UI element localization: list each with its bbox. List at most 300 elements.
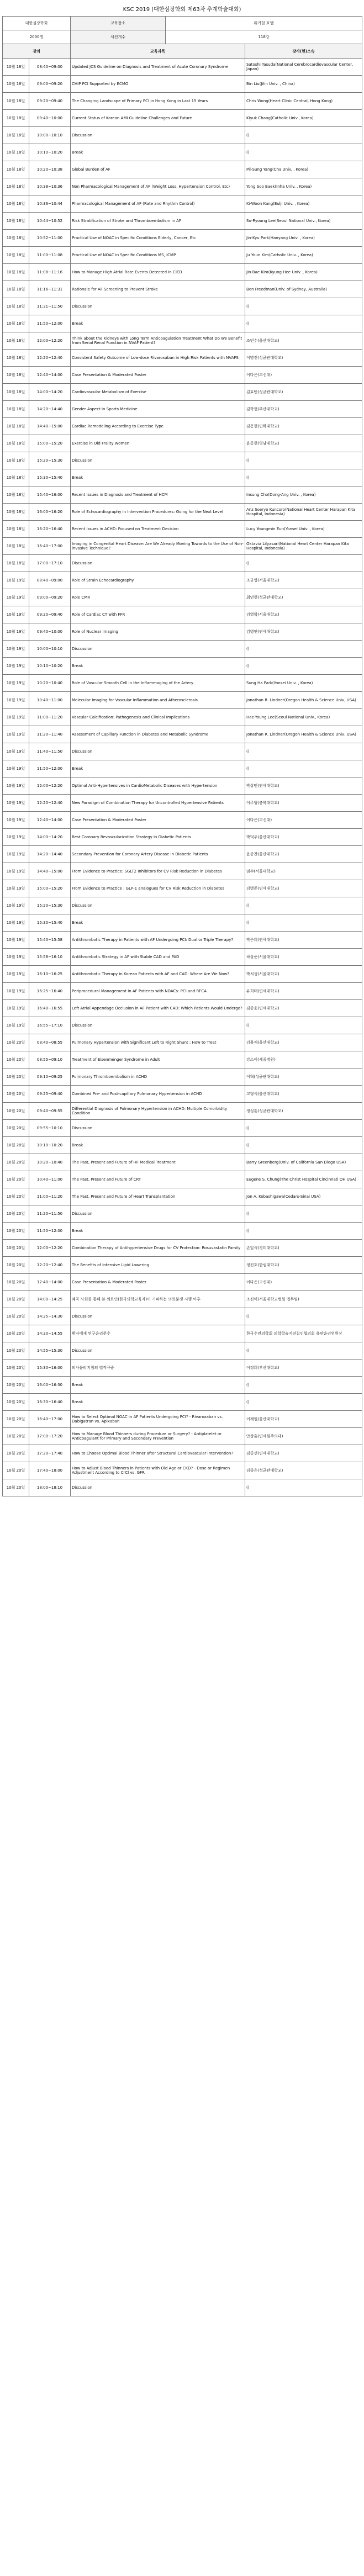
session-lecturer: 박치성(서울대학교) <box>245 966 362 983</box>
session-subject: Break <box>71 1137 245 1154</box>
table-row <box>3 983 362 1000</box>
table-row <box>3 880 362 897</box>
session-date: 10월 19일 <box>3 795 29 812</box>
schedule-table <box>2 16 362 1496</box>
session-date: 10월 18일 <box>3 315 29 332</box>
table-row <box>3 1240 362 1257</box>
session-time: 10:40~11:00 <box>29 1171 71 1188</box>
session-time: 12:00~12:20 <box>29 1240 71 1257</box>
session-date: 10월 19일 <box>3 675 29 692</box>
session-date: 10월 18일 <box>3 486 29 504</box>
session-lecturer: () <box>245 641 362 658</box>
header-row <box>3 44 362 59</box>
session-date: 10월 19일 <box>3 641 29 658</box>
session-subject: Practical Use of NOAC in Specific Conditions MS, ICMP <box>71 247 245 264</box>
session-time: 15:00~15:20 <box>29 880 71 897</box>
table-row <box>3 555 362 572</box>
table-row <box>3 589 362 606</box>
session-date: 10월 20일 <box>3 1034 29 1051</box>
session-time: 12:40~14:00 <box>29 367 71 384</box>
session-subject: How to Manage Blood Thinners during Procedure or Surgery? - Antiplatelet or Anticoagulant for Primary and Secondary Prevention <box>71 1428 245 1445</box>
session-subject: Discussion <box>71 897 245 914</box>
session-time: 08:40~08:55 <box>29 1034 71 1051</box>
session-date: 10월 20일 <box>3 1445 29 1462</box>
session-subject: Discussion <box>71 743 245 760</box>
session-time: 16:10~16:25 <box>29 966 71 983</box>
session-time: 12:40~14:00 <box>29 1274 71 1291</box>
session-subject: Role of Cardiac CT with FFR <box>71 606 245 623</box>
session-subject: Role CMR <box>71 589 245 606</box>
session-subject: Discussion <box>71 1308 245 1325</box>
table-row <box>3 350 362 367</box>
session-time: 14:40~15:00 <box>29 863 71 880</box>
session-date: 10월 20일 <box>3 1411 29 1428</box>
session-time: 15:30~15:40 <box>29 914 71 932</box>
session-time: 15:00~15:20 <box>29 435 71 452</box>
session-date: 10월 20일 <box>3 1051 29 1069</box>
table-row <box>3 1154 362 1171</box>
session-lecturer: Insung Cho(Dong-Ang Univ. , Korea) <box>245 486 362 504</box>
session-subject: 의사윤리지침의 법적규준 <box>71 1360 245 1377</box>
session-time: 16:30~16:40 <box>29 1394 71 1411</box>
session-date: 10월 19일 <box>3 1000 29 1017</box>
table-row <box>3 161 362 178</box>
session-time: 10:40~11:00 <box>29 692 71 709</box>
session-subject: Practical Use of NOAC in Specific Conditions Elderly, Cancer, Etc <box>71 230 245 247</box>
session-date: 10월 19일 <box>3 863 29 880</box>
session-time: 10:10~10:20 <box>29 658 71 675</box>
session-date: 10월 20일 <box>3 1342 29 1360</box>
session-date: 10월 19일 <box>3 1017 29 1034</box>
table-row <box>3 692 362 709</box>
session-subject: Best Coronary Revascularization Strategy in Diabetic Patients <box>71 829 245 846</box>
session-lecturer: 김중선(연세대학교) <box>245 1445 362 1462</box>
table-row <box>3 213 362 230</box>
table-row <box>3 1308 362 1325</box>
table-row <box>3 315 362 332</box>
session-date: 10월 19일 <box>3 983 29 1000</box>
table-row <box>3 914 362 932</box>
session-date: 10월 18일 <box>3 469 29 486</box>
session-lecturer: () <box>245 315 362 332</box>
session-lecturer: Jon A. Kobashigawa(Cedars-Sinai USA) <box>245 1188 362 1205</box>
session-lecturer: () <box>245 469 362 486</box>
table-row <box>3 966 362 983</box>
table-row <box>3 777 362 795</box>
session-lecturer: 이다은(고신대) <box>245 367 362 384</box>
table-row <box>3 1291 362 1308</box>
session-subject: Imaging in Congenital Heart Disease: Are We Already Moving Towards to the Use of Non-invasive Technique? <box>71 538 245 555</box>
session-date: 10월 20일 <box>3 1360 29 1377</box>
session-time: 14:20~14:40 <box>29 846 71 863</box>
session-lecturer: So-Ryoung Lee(Seoul National Univ., Korea) <box>245 213 362 230</box>
table-row <box>3 863 362 880</box>
session-time: 10:20~10:40 <box>29 675 71 692</box>
session-subject: 왜곡 사회를 통해 본 의료인(한국의학교육자)이 기피하는 의료분쟁 시행 이후 <box>71 1291 245 1308</box>
table-row <box>3 1000 362 1017</box>
document-page <box>2 2 362 1496</box>
session-time: 16:00~16:30 <box>29 1377 71 1394</box>
session-subject: How to Select Optimal NOAC in AF Patients Undergoing PCI? - Rivaroxaban vs. Dabigatran vs. Apixaban <box>71 1411 245 1428</box>
table-row <box>3 1086 362 1103</box>
session-lecturer: Ben Freedman(Univ. of Sydney, Australia) <box>245 281 362 298</box>
session-lecturer: 정진호(한림대학교) <box>245 1257 362 1274</box>
session-lecturer: () <box>245 658 362 675</box>
session-subject: Discussion <box>71 1120 245 1137</box>
session-time: 16:00~16:20 <box>29 504 71 521</box>
session-date: 10월 20일 <box>3 1291 29 1308</box>
session-subject: Role of Nuclear Imaging <box>71 623 245 641</box>
session-subject: Secondary Prevention for Coronary Artery Disease in Diabetic Patients <box>71 846 245 863</box>
session-lecturer: Ju Youn Kim(Catholic Univ. , Korea) <box>245 247 362 264</box>
session-lecturer: () <box>245 1342 362 1360</box>
session-time: 11:31~11:50 <box>29 298 71 315</box>
session-date: 10월 19일 <box>3 949 29 966</box>
session-subject: CHIP PCI Supported by ECMO <box>71 76 245 93</box>
table-row <box>3 59 362 76</box>
session-date: 10월 18일 <box>3 178 29 195</box>
session-subject: Antithrombotic Therapy in Patients with AF Undergoing PCI: Dual or Triple Therapy? <box>71 932 245 949</box>
table-row <box>3 1223 362 1240</box>
session-subject: How to Manage High Atrial Rate Events Detected in CIED <box>71 264 245 281</box>
session-subject: Updated JCS Guideline on Diagnosis and Treatment of Acute Coronary Syndrome <box>71 59 245 76</box>
table-row <box>3 1205 362 1223</box>
session-date: 10월 18일 <box>3 538 29 555</box>
session-lecturer: 김병연(연세대학교) <box>245 623 362 641</box>
table-row <box>3 332 362 350</box>
session-date: 10월 20일 <box>3 1394 29 1411</box>
document-title: KSC 2019 (대한심장학회 제63차 추계학술대회) <box>123 7 241 13</box>
session-date: 10월 20일 <box>3 1308 29 1325</box>
session-date: 10월 19일 <box>3 623 29 641</box>
session-subject: Consistent Safety Outcome of Low-dose Rivaroxaban in High Risk Patients with NVAFS <box>71 350 245 367</box>
table-row <box>3 110 362 127</box>
session-time: 11:40~11:50 <box>29 743 71 760</box>
session-lecturer: Yong Soo Baek(Inha Univ. , Korea) <box>245 178 362 195</box>
session-time: 11:08~11:16 <box>29 264 71 281</box>
session-subject: Pulmonary Thromboembolism in ACHD <box>71 1069 245 1086</box>
session-time: 10:10~10:20 <box>29 1137 71 1154</box>
session-date: 10월 20일 <box>3 1257 29 1274</box>
session-subject: Break <box>71 469 245 486</box>
session-date: 10월 20일 <box>3 1154 29 1171</box>
session-time: 12:00~12:20 <box>29 332 71 350</box>
session-count-label: 세션개수 <box>71 30 166 44</box>
session-lecturer: 김학현(부산대학교) <box>245 401 362 418</box>
session-lecturer: Eugene S. Chung(The Christ Hospital Cincinnati OH USA) <box>245 1171 362 1188</box>
session-subject: The Past, Present and Future of Heart Transplantation <box>71 1188 245 1205</box>
session-subject: Case Presentation & Moderated Poster <box>71 812 245 829</box>
session-lecturer: 조민수(울산대학교) <box>245 332 362 350</box>
session-subject: Case Presentation & Moderated Poster <box>71 1274 245 1291</box>
session-time: 10:44~10:52 <box>29 213 71 230</box>
session-subject: Think about the Kidneys with Long Term Anticoagulation Treatment What Do We Benefit from Serial Renal Function in NVAF Patient? <box>71 332 245 350</box>
session-date: 10월 18일 <box>3 264 29 281</box>
session-subject: Break <box>71 1223 245 1240</box>
table-row <box>3 521 362 538</box>
session-date: 10월 20일 <box>3 1223 29 1240</box>
session-date: 10월 19일 <box>3 897 29 914</box>
session-subject: Left Atrial Appendage Occlusion in AF Patient with CAD: Which Patients Would Undergo? <box>71 1000 245 1017</box>
session-lecturer: () <box>245 555 362 572</box>
table-row <box>3 658 362 675</box>
session-date: 10월 20일 <box>3 1188 29 1205</box>
session-subject: Role of Echocardiography in Intervention Procedures: Going for the Next Level <box>71 504 245 521</box>
session-lecturer: () <box>245 1137 362 1154</box>
session-lecturer: 조진이(서울대학교병원 법무팀) <box>245 1291 362 1308</box>
session-lecturer: 조규영(서울대학교) <box>245 572 362 589</box>
session-lecturer: () <box>245 298 362 315</box>
session-date: 10월 19일 <box>3 966 29 983</box>
session-date: 10월 20일 <box>3 1325 29 1342</box>
session-date: 10월 19일 <box>3 709 29 726</box>
session-lecturer: 한국수련의학회 의학학술지편집인협의회 출판윤리위원장 <box>245 1325 362 1342</box>
session-time: 16:40~17:00 <box>29 538 71 555</box>
session-date: 10월 19일 <box>3 760 29 777</box>
session-subject: Periprocedural Management in AF Patients with NOACs: PCI and RFCA <box>71 983 245 1000</box>
session-subject: The Changing Landscape of Primary PCI in Hong Kong in Last 15 Years <box>71 93 245 110</box>
session-subject: Global Burden of AF <box>71 161 245 178</box>
session-time: 17:00~17:20 <box>29 1428 71 1445</box>
session-date: 10월 18일 <box>3 161 29 178</box>
session-time: 10:00~10:10 <box>29 127 71 144</box>
session-date: 10월 19일 <box>3 777 29 795</box>
session-lecturer: 박상민(연세대학교) <box>245 777 362 795</box>
session-lecturer: () <box>245 1308 362 1325</box>
session-date: 10월 18일 <box>3 93 29 110</box>
session-subject: Break <box>71 914 245 932</box>
session-subject: Discussion <box>71 1017 245 1034</box>
session-date: 10월 19일 <box>3 658 29 675</box>
table-row <box>3 384 362 401</box>
session-lecturer: Hae-Young Lee(Seoul National Univ., Korea) <box>245 709 362 726</box>
session-lecturer: 이정희(부산대학교) <box>245 1360 362 1377</box>
session-lecturer: () <box>245 1017 362 1034</box>
table-row <box>3 298 362 315</box>
session-subject: Discussion <box>71 1479 245 1496</box>
session-date: 10월 20일 <box>3 1428 29 1445</box>
table-row <box>3 1103 362 1120</box>
session-date: 10월 18일 <box>3 332 29 350</box>
table-row <box>3 401 362 418</box>
session-time: 08:40~09:00 <box>29 59 71 76</box>
table-row <box>3 606 362 623</box>
session-lecturer: () <box>245 1479 362 1496</box>
session-time: 09:20~09:40 <box>29 93 71 110</box>
meta-row-host <box>3 17 362 30</box>
table-row <box>3 230 362 247</box>
session-date: 10월 18일 <box>3 367 29 384</box>
session-subject: Recent Issues in Diagnosis and Treatment of HCM <box>71 486 245 504</box>
session-lecturer: 김효빈(성균관대학교) <box>245 384 362 401</box>
session-subject: Cardiac Remodeling According to Exercise Type <box>71 418 245 435</box>
session-time: 17:00~17:10 <box>29 555 71 572</box>
session-date: 10월 18일 <box>3 435 29 452</box>
session-subject: Case Presentation & Moderated Poster <box>71 367 245 384</box>
session-lecturer: Lucy Youngmin Eun(Yonsei Univ. , Korea) <box>245 521 362 538</box>
venue-label: 교육장소 <box>71 17 166 30</box>
session-date: 10월 20일 <box>3 1103 29 1120</box>
session-lecturer: Jin-Bae Kim(Kyung Hee Univ. , Korea) <box>245 264 362 281</box>
table-row <box>3 435 362 452</box>
session-time: 16:20~16:40 <box>29 521 71 538</box>
session-date: 10월 18일 <box>3 59 29 76</box>
session-subject: From Evidence to Practice: SGLT2 Inhibitors for CV Risk Reduction in Diabetes <box>71 863 245 880</box>
table-row <box>3 1171 362 1188</box>
session-time: 12:20~12:40 <box>29 350 71 367</box>
session-time: 17:20~17:40 <box>29 1445 71 1462</box>
session-time: 09:00~09:20 <box>29 76 71 93</box>
table-row <box>3 675 362 692</box>
session-time: 09:40~10:00 <box>29 110 71 127</box>
session-time: 14:00~14:25 <box>29 1291 71 1308</box>
session-subject: Role of Vascular Smooth Cell in the Inflammaging of the Artery <box>71 675 245 692</box>
session-time: 12:40~14:00 <box>29 812 71 829</box>
session-lecturer: () <box>245 760 362 777</box>
session-lecturer: 최연현(성균관대학교) <box>245 589 362 606</box>
session-lecturer: 안상훈(연세원주의대) <box>245 1428 362 1445</box>
session-date: 10월 19일 <box>3 812 29 829</box>
session-subject: Cardiovascular Metabolism of Exercise <box>71 384 245 401</box>
session-subject: The Benefits of Intensive Lipid Lowering <box>71 1257 245 1274</box>
table-row <box>3 743 362 760</box>
table-row <box>3 846 362 863</box>
session-date: 10월 20일 <box>3 1462 29 1479</box>
session-time: 11:16~11:31 <box>29 281 71 298</box>
session-date: 10월 18일 <box>3 230 29 247</box>
session-time: 15:40~16:00 <box>29 486 71 504</box>
table-row <box>3 247 362 264</box>
session-subject: Break <box>71 1394 245 1411</box>
attendees-cell: 2000명 <box>3 30 71 44</box>
session-date: 10월 20일 <box>3 1069 29 1086</box>
session-time: 11:20~11:40 <box>29 726 71 743</box>
session-time: 17:40~18:00 <box>29 1462 71 1479</box>
organizer-cell: 대한심장학회 <box>3 17 71 30</box>
session-time: 10:36~10:44 <box>29 195 71 213</box>
table-row <box>3 949 362 966</box>
session-date: 10월 18일 <box>3 401 29 418</box>
session-lecturer: Bin Liu(Jilin Univ. , China) <box>245 76 362 93</box>
table-row <box>3 760 362 777</box>
session-time: 11:50~12:00 <box>29 1223 71 1240</box>
session-time: 10:52~11:00 <box>29 230 71 247</box>
session-lecturer: 김종은(성균관대학교) <box>245 1462 362 1479</box>
session-subject: Break <box>71 144 245 161</box>
table-row <box>3 452 362 469</box>
session-subject: Differential Diagnosis of Pulmonary Hypertension in ACHD: Multiple Comorbidity Condition <box>71 1103 245 1120</box>
session-subject: Risk Stratification of Stroke and Thromboembolism in AF <box>71 213 245 230</box>
table-row <box>3 469 362 486</box>
table-row <box>3 1360 362 1377</box>
session-subject: Discussion <box>71 298 245 315</box>
session-subject: From Evidence to Practice : GLP-1 analogues for CV Risk Reduction in Diabetes <box>71 880 245 897</box>
session-time: 11:00~11:20 <box>29 1188 71 1205</box>
table-row <box>3 641 362 658</box>
session-subject: The Past, Present and Future of CRT <box>71 1171 245 1188</box>
session-subject: Discussion <box>71 1342 245 1360</box>
session-date: 10월 19일 <box>3 880 29 897</box>
session-date: 10월 18일 <box>3 127 29 144</box>
table-row <box>3 367 362 384</box>
session-time: 12:20~12:40 <box>29 1257 71 1274</box>
table-row <box>3 795 362 812</box>
session-lecturer: Satoshi Yasuda(National Cerebrocardiovascular Center, Japan) <box>245 59 362 76</box>
session-date: 10월 19일 <box>3 829 29 846</box>
session-subject: Assessment of Capillary Function in Diabetes and Metabolic Syndrome <box>71 726 245 743</box>
session-subject: Treatment of Eisenmenger Syndrome in Adult <box>71 1051 245 1069</box>
session-lecturer: () <box>245 452 362 469</box>
session-subject: Break <box>71 658 245 675</box>
session-date: 10월 20일 <box>3 1205 29 1223</box>
table-row <box>3 1479 362 1496</box>
session-lecturer: Pil-Sung Yang(Cha Univ. , Korea) <box>245 161 362 178</box>
session-lecturer: () <box>245 1377 362 1394</box>
session-time: 15:40~15:58 <box>29 932 71 949</box>
session-lecturer: Ki-Woon Kang(Eulji Univ. , Korea) <box>245 195 362 213</box>
session-lecturer: 유희태(연세대학교) <box>245 983 362 1000</box>
table-row <box>3 504 362 521</box>
session-subject: Antithrombotic Strategy in AF with Stable CAD and PAD <box>71 949 245 966</box>
session-time: 10:00~10:10 <box>29 641 71 658</box>
session-date: 10월 19일 <box>3 914 29 932</box>
table-row <box>3 1445 362 1462</box>
table-row <box>3 486 362 504</box>
session-time: 14:30~14:55 <box>29 1325 71 1342</box>
session-count-value: 118강 <box>166 30 362 44</box>
session-lecturer: Jonathan R. Lindner(Oregon Health & Science Univ, USA) <box>245 726 362 743</box>
session-lecturer: 윤종찬(울산대학교) <box>245 846 362 863</box>
meta-row-sessions <box>3 30 362 44</box>
session-date: 10월 19일 <box>3 743 29 760</box>
session-lecturer: Barry Greenberg(Univ. of California San Diego USA) <box>245 1154 362 1171</box>
header-lecturer: 강사(현)소속 <box>245 44 362 59</box>
session-time: 09:40~09:55 <box>29 1103 71 1120</box>
table-row <box>3 829 362 846</box>
table-row <box>3 1274 362 1291</box>
session-lecturer: () <box>245 127 362 144</box>
session-time: 16:40~16:55 <box>29 1000 71 1017</box>
session-time: 09:00~09:20 <box>29 589 71 606</box>
session-lecturer: 강소이(세종병원) <box>245 1051 362 1069</box>
session-date: 10월 20일 <box>3 1274 29 1291</box>
session-lecturer: () <box>245 1205 362 1223</box>
session-lecturer: () <box>245 897 362 914</box>
table-row <box>3 1120 362 1137</box>
session-date: 10월 18일 <box>3 195 29 213</box>
session-date: 10월 20일 <box>3 1377 29 1394</box>
session-lecturer: 박덕우(울산대학교) <box>245 829 362 846</box>
session-date: 10월 18일 <box>3 213 29 230</box>
session-subject: Break <box>71 315 245 332</box>
session-lecturer: 김병준(연세대학교) <box>245 880 362 897</box>
table-row <box>3 1428 362 1445</box>
session-time: 11:20~11:50 <box>29 1205 71 1223</box>
schedule-body <box>3 59 362 1496</box>
session-subject: Discussion <box>71 641 245 658</box>
session-time: 14:40~15:00 <box>29 418 71 435</box>
session-time: 16:55~17:10 <box>29 1017 71 1034</box>
session-time: 08:40~09:00 <box>29 572 71 589</box>
table-row <box>3 281 362 298</box>
table-row <box>3 1325 362 1342</box>
session-lecturer: Jin-Kyu Park(Hanyang Univ. , Korea) <box>245 230 362 247</box>
session-time: 14:00~14:20 <box>29 829 71 846</box>
venue-value: 워커힐 호텔 <box>166 17 362 30</box>
table-row <box>3 572 362 589</box>
session-time: 09:40~10:00 <box>29 623 71 641</box>
session-time: 10:10~10:20 <box>29 144 71 161</box>
